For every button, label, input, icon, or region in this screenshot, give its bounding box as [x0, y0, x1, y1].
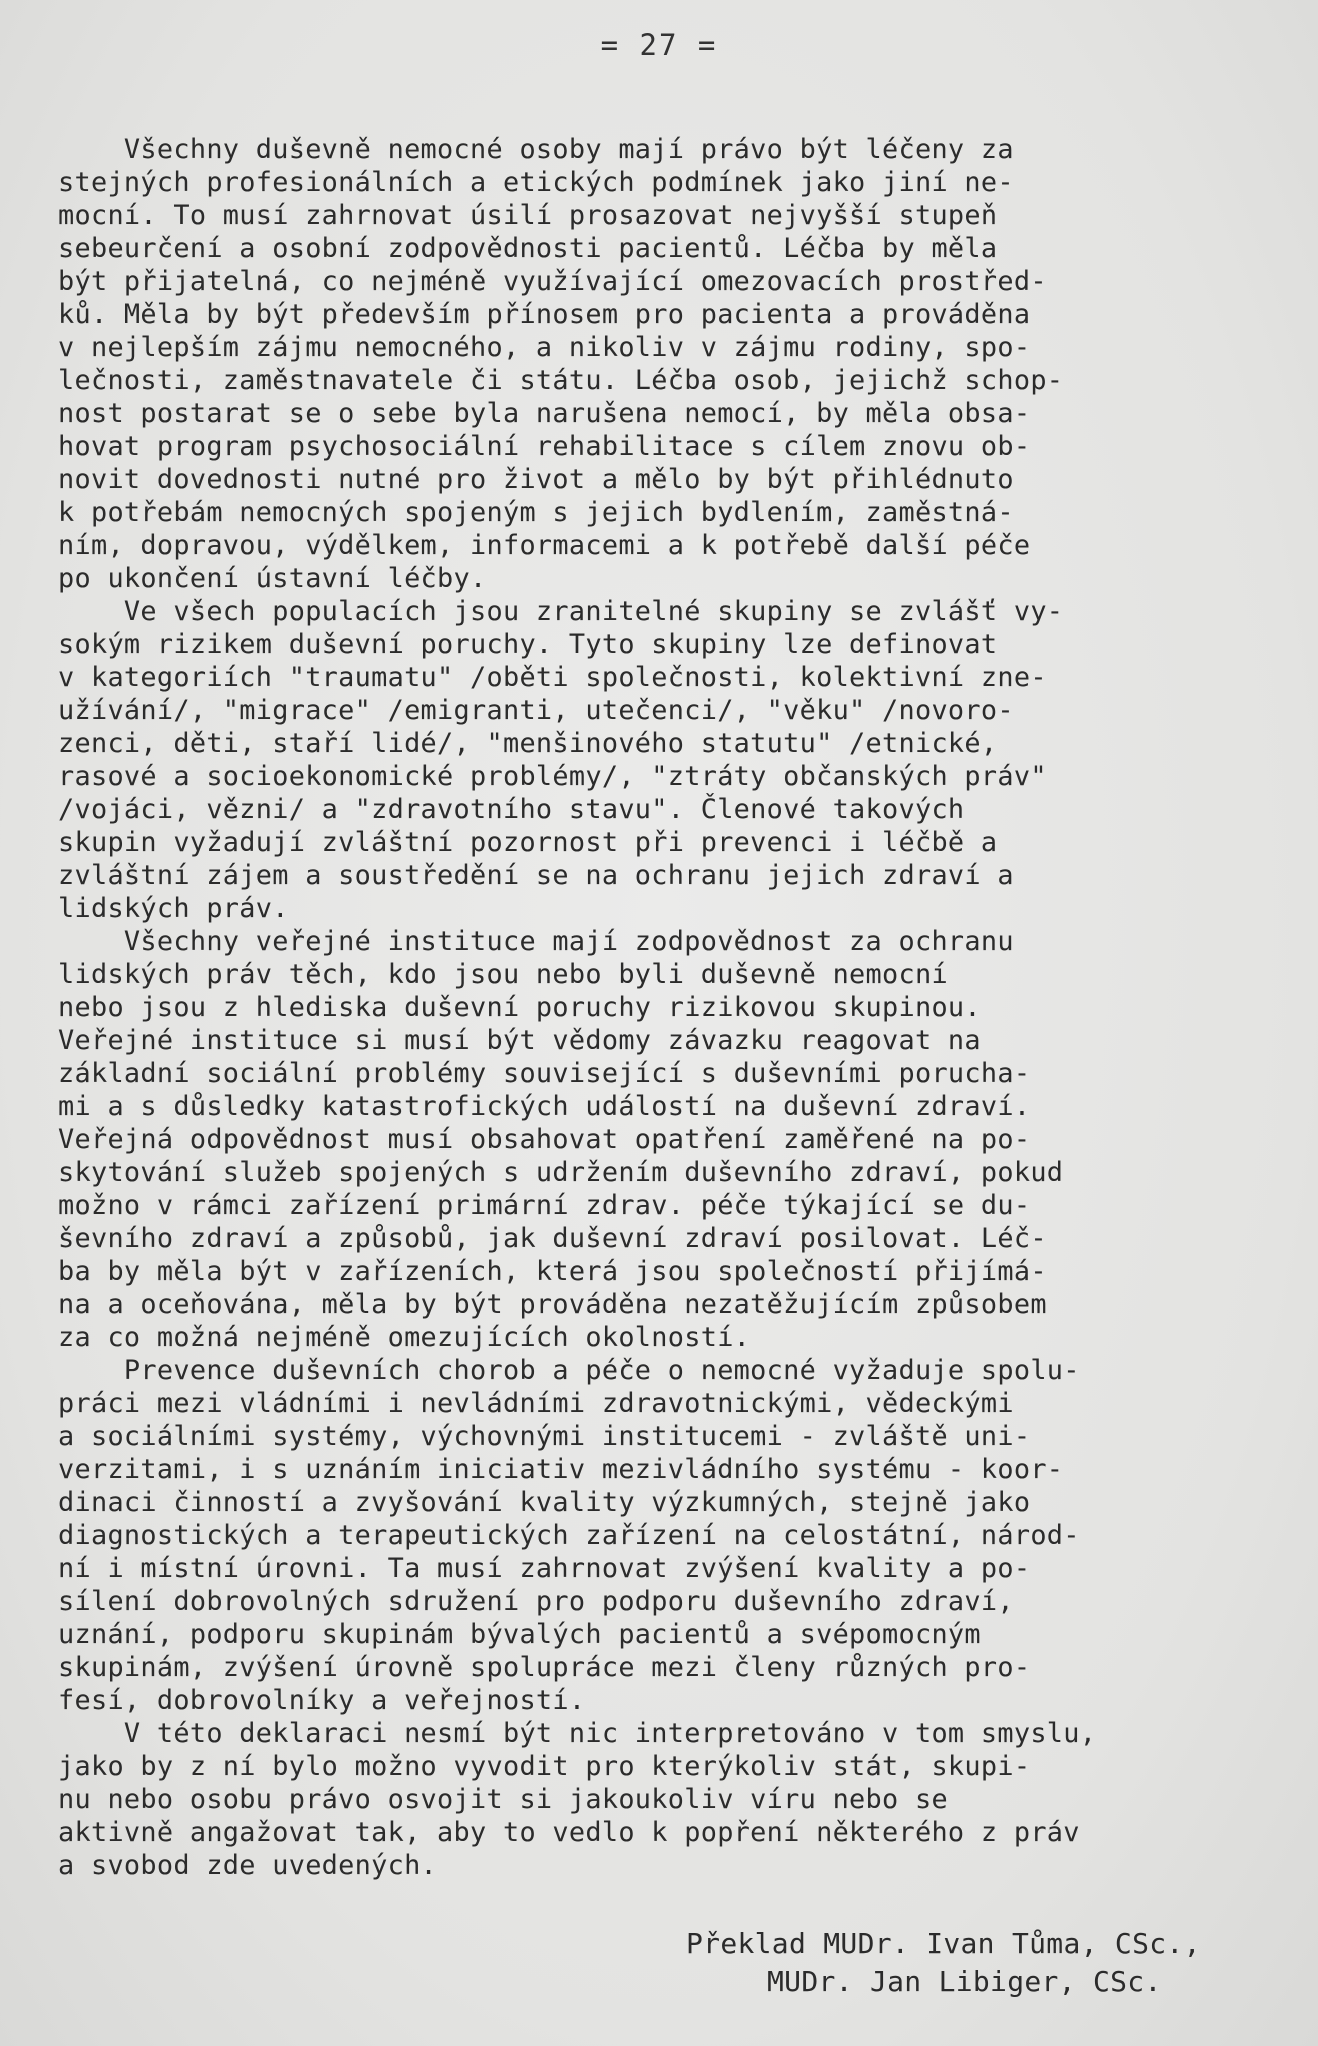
text-line: a sociálními systémy, výchovnými institucemi - zvláště uni- — [58, 1421, 1031, 1452]
text-line: Veřejné instituce si musí být vědomy závazku reagovat na — [58, 1025, 981, 1056]
text-line: ním, dopravou, výdělkem, informacemi a k potřebě další péče — [58, 530, 1031, 561]
text-line: být přijatelná, co nejméně využívající omezovacích prostřed- — [58, 266, 1047, 297]
text-line: fesí, dobrovolníky a veřejností. — [58, 1685, 586, 1716]
text-line: v nejlepším zájmu nemocného, a nikoliv v zájmu rodiny, spo- — [58, 332, 1031, 363]
text-line: ní i místní úrovni. Ta musí zahrnovat zvýšení kvality a po- — [58, 1553, 1031, 1584]
text-line: skytování služeb spojených s udržením duševního zdraví, pokud — [58, 1157, 1064, 1188]
text-line: jako by z ní bylo možno vyvodit pro kterýkoliv stát, skupi- — [58, 1751, 1031, 1782]
translator-line-2: MUDr. Jan Libiger, CSc. — [767, 1965, 1162, 1998]
text-line: Ve všech populacích jsou zranitelné skupiny se zvlášť vy- — [58, 596, 1064, 627]
text-line: zvláštní zájem a soustředění se na ochranu jejich zdraví a — [58, 860, 1014, 891]
text-line: sílení dobrovolných sdružení pro podporu duševního zdraví, — [58, 1586, 1014, 1617]
text-line: nost postarat se o sebe byla narušena nemocí, by měla obsa- — [58, 398, 1031, 429]
text-line: Prevence duševních chorob a péče o nemocné vyžaduje spolu- — [58, 1355, 1080, 1386]
text-line: sebeurčení a osobní zodpovědnosti pacientů. Léčba by měla — [58, 233, 998, 264]
text-line: ků. Měla by být především přínosem pro pacienta a prováděna — [58, 299, 1031, 330]
translator-signature — [686, 1925, 1306, 2001]
text-line: verzitami, i s uznáním iniciativ mezivládního systému - koor- — [58, 1454, 1064, 1485]
text-line: dinaci činností a zvyšování kvality výzkumných, stejně jako — [58, 1487, 1031, 1518]
text-line: a svobod zde uvedených. — [58, 1850, 438, 1881]
body-text — [58, 133, 1278, 1882]
text-line: lidských práv. — [58, 893, 289, 924]
text-line: diagnostických a terapeutických zařízení na celostátní, národ- — [58, 1520, 1080, 1551]
text-line: novit dovednosti nutné pro život a mělo by být přihlédnuto — [58, 464, 1014, 495]
text-line: základní sociální problémy související s duševními porucha- — [58, 1058, 1031, 1089]
text-line: skupin vyžadují zvláštní pozornost při prevenci i léčbě a — [58, 827, 998, 858]
text-line: /vojáci, vězni/ a "zdravotního stavu". Členové takových — [58, 794, 965, 825]
text-line: uznání, podporu skupinám bývalých pacientů a svépomocným — [58, 1619, 981, 1650]
page-number: = 27 = — [600, 28, 718, 62]
text-line: po ukončení ústavní léčby. — [58, 563, 487, 594]
text-line: mi a s důsledky katastrofických událostí na duševní zdraví. — [58, 1091, 1031, 1122]
text-line: skupinám, zvýšení úrovně spolupráce mezi členy různých pro- — [58, 1652, 1031, 1683]
text-line: sokým rizikem duševní poruchy. Tyto skupiny lze definovat — [58, 629, 998, 660]
text-line: lečnosti, zaměstnavatele či státu. Léčba osob, jejichž schop- — [58, 365, 1064, 396]
text-line: k potřebám nemocných spojeným s jejich bydlením, zaměstná- — [58, 497, 1014, 528]
text-line: za co možná nejméně omezujících okolností. — [58, 1322, 751, 1353]
text-line: možno v rámci zařízení primární zdrav. péče týkající se du- — [58, 1190, 1031, 1221]
text-line: nebo jsou z hlediska duševní poruchy rizikovou skupinou. — [58, 992, 981, 1023]
text-line: Všechny veřejné instituce mají zodpovědnost za ochranu — [58, 926, 1014, 957]
text-line: ševního zdraví a způsobů, jak duševní zdraví posilovat. Léč- — [58, 1223, 1047, 1254]
text-line: v kategoriích "traumatu" /oběti společnosti, kolektivní zne- — [58, 662, 1047, 693]
text-line: ba by měla být v zařízeních, která jsou společností přijímá- — [58, 1256, 1047, 1287]
text-line: lidských práv těch, kdo jsou nebo byli duševně nemocní — [58, 959, 948, 990]
text-line: užívání/, "migrace" /emigranti, utečenci/, "věku" /novoro- — [58, 695, 1014, 726]
text-line: mocní. To musí zahrnovat úsilí prosazovat nejvyšší stupeň — [58, 200, 998, 231]
text-line: rasové a socioekonomické problémy/, "ztráty občanských práv" — [58, 761, 1047, 792]
text-line: zenci, děti, staří lidé/, "menšinového statutu" /etnické, — [58, 728, 998, 759]
text-line: Všechny duševně nemocné osoby mají právo být léčeny za — [58, 134, 1014, 165]
text-line: aktivně angažovat tak, aby to vedlo k popření některého z práv — [58, 1817, 1080, 1848]
text-line: stejných profesionálních a etických podmínek jako jiní ne- — [58, 167, 1014, 198]
translator-line-1: Překlad MUDr. Ivan Tůma, CSc., — [686, 1927, 1201, 1960]
text-line: práci mezi vládními i nevládními zdravotnickými, vědeckými — [58, 1388, 1014, 1419]
text-line: na a oceňována, měla by být prováděna nezatěžujícím způsobem — [58, 1289, 1047, 1320]
text-line: V této deklaraci nesmí být nic interpretováno v tom smyslu, — [58, 1718, 1097, 1749]
text-line: Veřejná odpovědnost musí obsahovat opatření zaměřené na po- — [58, 1124, 1031, 1155]
text-line: hovat program psychosociální rehabilitace s cílem znovu ob- — [58, 431, 1031, 462]
text-line: nu nebo osobu právo osvojit si jakoukoliv víru nebo se — [58, 1784, 948, 1815]
